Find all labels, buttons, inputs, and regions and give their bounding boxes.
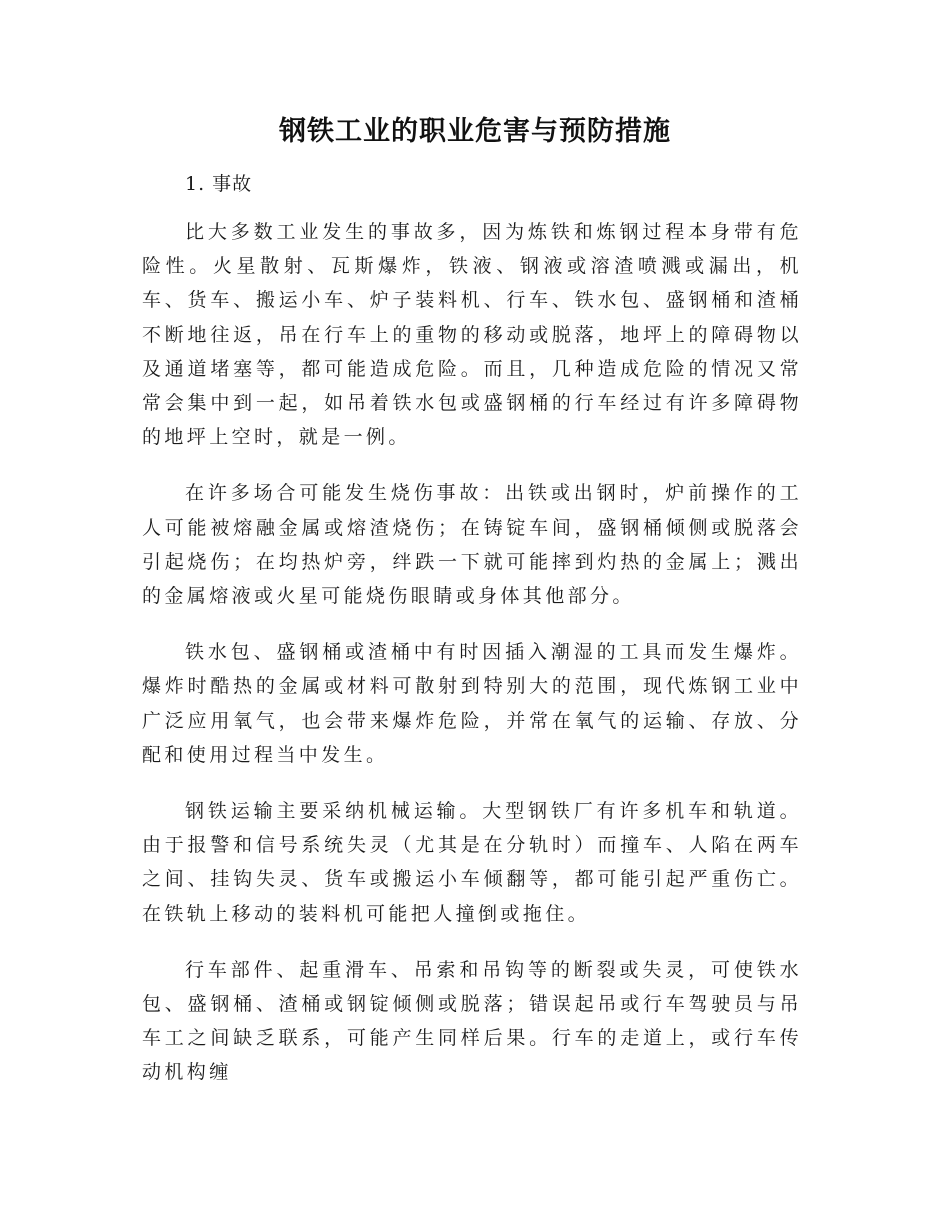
paragraph: 铁水包、盛钢桶或渣桶中有时因插入潮湿的工具而发生爆炸。爆炸时酷热的金属或材料可散射到特别大的范围，现代炼钢工业中广泛应用氧气，也会带来爆炸危险，并常在氧气的运输、存放、分配和使用过程当中发生。 [142, 641, 802, 766]
paragraph: 行车部件、起重滑车、吊索和吊钩等的断裂或失灵，可使铁水包、盛钢桶、渣桶或钢锭倾侧或脱落；错误起吊或行车驾驶员与吊车工之间缺乏联系，可能产生同样后果。行车的走道上，或行车传动机构缠 [142, 958, 802, 1084]
paragraph: 在许多场合可能发生烧伤事故：出铁或出钢时，炉前操作的工人可能被熔融金属或熔渣烧伤；在铸锭车间，盛钢桶倾侧或脱落会引起烧伤；在均热炉旁，绊跌一下就可能摔到灼热的金属上；溅出的金属熔液或火星可能烧伤眼睛或身体其他部分。 [142, 482, 802, 608]
document-body [142, 215, 802, 1112]
paragraph: 比大多数工业发生的事故多，因为炼铁和炼钢过程本身带有危险性。火星散射、瓦斯爆炸，铁液、钢液或溶渣喷溅或漏出，机车、货车、搬运小车、炉子装料机、行车、铁水包、盛钢桶和渣桶不断地往返，吊在行车上的重物的移动或脱落，地坪上的障碍物以及通道堵塞等，都可能造成危险。而且，几种造成危险的情况又常常会集中到一起，如吊着铁水包或盛钢桶的行车经过有许多障碍物的地坪上空时，就是一例。 [142, 221, 802, 449]
section-heading: 1. 事故 [185, 173, 253, 195]
paragraph: 钢铁运输主要采纳机械运输。大型钢铁厂有许多机车和轨道。由于报警和信号系统失灵（尤其是在分轨时）而撞车、人陷在两车之间、挂钩失灵、货车或搬运小车倾翻等，都可能引起严重伤亡。在铁轨上移动的装料机可能把人撞倒或拖住。 [142, 800, 802, 925]
document-title: 钢铁工业的职业危害与预防措施 [279, 116, 671, 147]
